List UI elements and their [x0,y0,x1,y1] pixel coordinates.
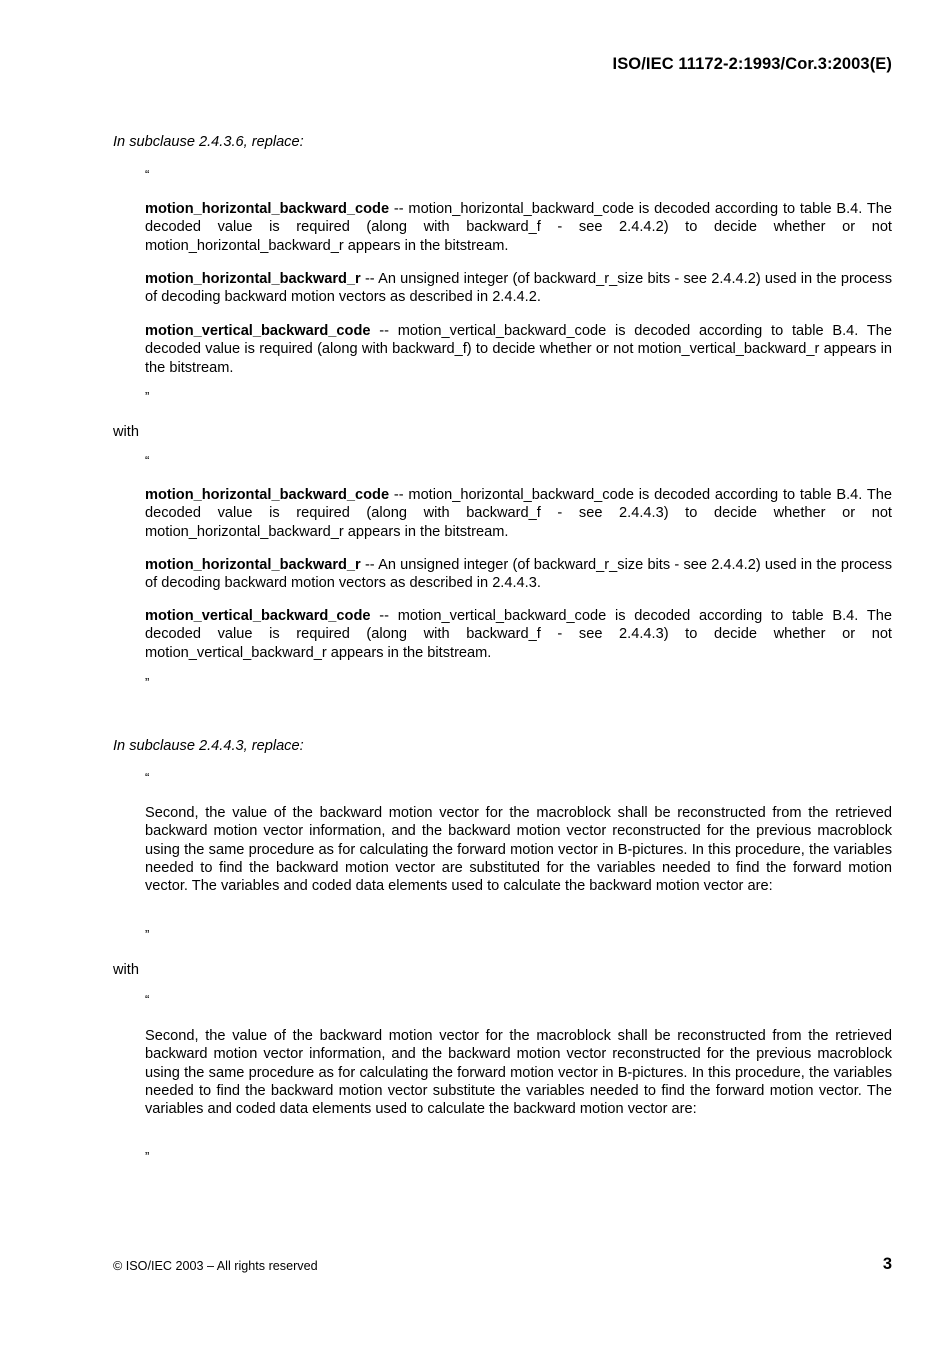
open-quote: “ [145,167,150,182]
definition-paragraph [145,200,892,255]
copyright-notice: © ISO/IEC 2003 – All rights reserved [113,1259,318,1273]
definition-term: motion_horizontal_backward_r [145,271,361,287]
definition-paragraph [145,322,892,377]
definition-text: -- motion_horizontal_backward_code is decoded according to table B.4. The decoded value is required (along with backward_f - see 2.4.4.2) to decide whether or not motion_horizontal_backward_r appears in the bitstream. [145,201,892,254]
definition-paragraph [145,486,892,541]
close-quote: ” [145,675,150,690]
definition-paragraph [145,556,892,593]
definition-term: motion_horizontal_backward_code [145,201,390,217]
close-quote: ” [145,389,150,404]
definition-text: -- An unsigned integer (of backward_r_size bits - see 2.4.4.2) used in the process of decoding backward motion vectors as described in 2.4.4.3. [145,557,892,592]
definition-paragraph [145,270,892,307]
document-id-header: ISO/IEC 11172-2:1993/Cor.3:2003(E) [612,55,892,73]
definition-text: -- motion_vertical_backward_code is decoded according to table B.4. The decoded value is required (along with backward_f) to decide whether or not motion_vertical_backward_r appears in the bitstream. [145,323,892,376]
original-paragraph: Second, the value of the backward motion vector for the macroblock shall be reconstructed from the retrieved backward motion vector information, and the backward motion vector reconstructed for the previous macroblock using the same procedure as for calculating the forward motion vector in B-pictures. In this procedure, the variables needed to find the backward motion vector are substituted for the variables needed to find the forward motion vector. The variables and coded data elements used to calculate the backward motion vector are: [145,805,892,895]
definition-text: -- An unsigned integer (of backward_r_size bits - see 2.4.4.2) used in the process of decoding backward motion vectors as described in 2.4.4.2. [145,271,892,306]
definition-term: motion_vertical_backward_code [145,608,371,624]
instruction-replace-2-4-3-6: In subclause 2.4.3.6, replace: [113,134,304,150]
definition-text: -- motion_horizontal_backward_code is decoded according to table B.4. The decoded value is required (along with backward_f - see 2.4.4.3) to decide whether or not motion_horizontal_backward_r appears in the bitstream. [145,487,892,540]
definition-text: -- motion_vertical_backward_code is decoded according to table B.4. The decoded value is required (along with backward_f - see 2.4.4.3) to decide whether or not motion_vertical_backward_r appears in the bitstream. [145,608,892,661]
instruction-replace-2-4-4-3: In subclause 2.4.4.3, replace: [113,738,304,754]
close-quote: ” [145,927,150,942]
open-quote: “ [145,992,150,1007]
definition-term: motion_vertical_backward_code [145,323,371,339]
with-label: with [113,424,139,440]
definition-paragraph [145,607,892,662]
open-quote: “ [145,770,150,785]
definition-term: motion_horizontal_backward_code [145,487,390,503]
open-quote: “ [145,453,150,468]
page-number: 3 [882,1255,892,1273]
definition-term: motion_horizontal_backward_r [145,557,361,573]
replacement-paragraph: Second, the value of the backward motion vector for the macroblock shall be reconstructed from the retrieved backward motion vector information, and the backward motion vector reconstructed for the previous macroblock using the same procedure as for calculating the forward motion vector in B-pictures. In this procedure, the variables needed to find the backward motion vector substitute the variables needed to find the forward motion vector. The variables and coded data elements used to calculate the backward motion vector are: [145,1028,892,1118]
close-quote: ” [145,1149,150,1164]
with-label: with [113,962,139,978]
